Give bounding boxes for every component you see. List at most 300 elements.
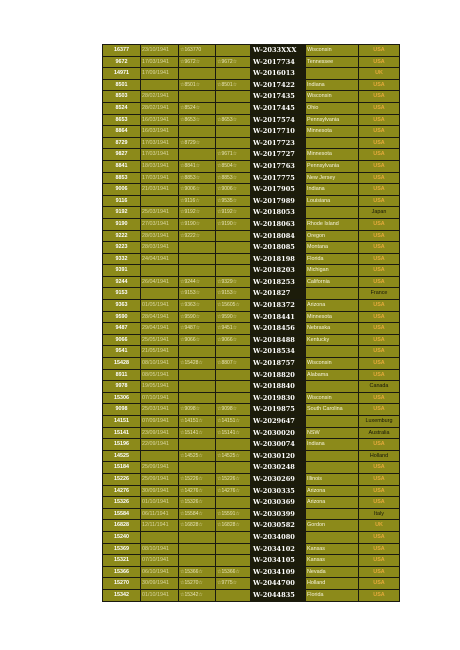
table-row	[103, 520, 400, 532]
tag-cell	[179, 242, 216, 254]
country-cell: USA	[359, 369, 400, 381]
place-cell: Kentucky	[306, 334, 359, 346]
table-row	[103, 184, 400, 196]
tag-cell	[179, 392, 216, 404]
country-cell: USA	[359, 578, 400, 590]
date-cell: 25/09/1941	[141, 473, 179, 485]
tag-cell: ☆9487☆	[179, 323, 216, 335]
tag-cell: ☆9153☆	[179, 288, 216, 300]
date-cell: 22/09/1941	[141, 439, 179, 451]
table-row	[103, 334, 400, 346]
tag-cell-2: ☆8807☆	[216, 358, 251, 370]
code-cell: W-2030020	[251, 427, 306, 439]
table-row	[103, 323, 400, 335]
code-cell: W-2017905	[251, 184, 306, 196]
place-cell: Minnesota	[306, 126, 359, 138]
code-cell: W-2044835	[251, 589, 306, 601]
tag-cell-2	[216, 589, 251, 601]
tag-cell-2	[216, 543, 251, 555]
tag-cell: ☆9363☆	[179, 300, 216, 312]
date-cell: 07/10/1941	[141, 392, 179, 404]
place-cell	[306, 416, 359, 428]
place-cell: Arizona	[306, 497, 359, 509]
place-cell: Kansas	[306, 555, 359, 567]
table-row	[103, 288, 400, 300]
record-id-cell: 15326	[103, 497, 141, 509]
date-cell: 12/11/1941	[141, 520, 179, 532]
date-cell: 07/09/1941	[141, 416, 179, 428]
code-cell: W-2017422	[251, 79, 306, 91]
record-id-cell: 15366	[103, 566, 141, 578]
country-cell: USA	[359, 589, 400, 601]
tag-cell-2: ☆14276☆	[216, 485, 251, 497]
table-row	[103, 79, 400, 91]
place-cell: Rhode Island	[306, 218, 359, 230]
country-cell: USA	[359, 230, 400, 242]
table-row	[103, 578, 400, 590]
code-cell: W-2017435	[251, 91, 306, 103]
date-cell: 17/03/1941	[141, 56, 179, 68]
table-row	[103, 207, 400, 219]
tag-cell: ☆9116☆	[179, 195, 216, 207]
tag-cell	[179, 531, 216, 543]
table-row	[103, 358, 400, 370]
tag-cell-2: ☆9066☆	[216, 334, 251, 346]
country-cell: USA	[359, 323, 400, 335]
tag-cell-2	[216, 253, 251, 265]
table-row	[103, 404, 400, 416]
code-cell: W-2018840	[251, 381, 306, 393]
tag-cell-2: ☆9672☆	[216, 56, 251, 68]
place-cell: Tennessee	[306, 56, 359, 68]
tag-cell-2: ☆9006☆	[216, 184, 251, 196]
tag-cell-2	[216, 68, 251, 80]
tag-cell: ☆8729☆	[179, 137, 216, 149]
country-cell: USA	[359, 195, 400, 207]
tag-cell	[179, 555, 216, 567]
country-cell: USA	[359, 56, 400, 68]
tag-cell: ☆15141☆	[179, 427, 216, 439]
code-cell: W-2018456	[251, 323, 306, 335]
country-cell: USA	[359, 265, 400, 277]
place-cell: Nebraska	[306, 323, 359, 335]
code-cell: W-2034080	[251, 531, 306, 543]
code-cell: W-2030269	[251, 473, 306, 485]
tag-cell: ☆15326☆	[179, 497, 216, 509]
code-cell: W-2019830	[251, 392, 306, 404]
country-cell: USA	[359, 137, 400, 149]
code-cell: W-2017710	[251, 126, 306, 138]
country-cell: USA	[359, 566, 400, 578]
date-cell: 28/04/1941	[141, 311, 179, 323]
place-cell: Ohio	[306, 102, 359, 114]
code-cell: W-2018372	[251, 300, 306, 312]
place-cell	[306, 450, 359, 462]
code-cell: W-2017574	[251, 114, 306, 126]
place-cell	[306, 346, 359, 358]
country-cell: USA	[359, 485, 400, 497]
date-cell: 07/10/1941	[141, 555, 179, 567]
table-row	[103, 450, 400, 462]
date-cell: 06/10/1941	[141, 566, 179, 578]
table-row	[103, 172, 400, 184]
date-cell: 23/09/1941	[141, 427, 179, 439]
record-table	[102, 44, 400, 602]
tag-cell	[179, 149, 216, 161]
record-id-cell: 8524	[103, 102, 141, 114]
code-cell: W-2044700	[251, 578, 306, 590]
country-cell: USA	[359, 218, 400, 230]
table-row	[103, 102, 400, 114]
country-cell: USA	[359, 45, 400, 57]
tag-cell: ☆9222☆	[179, 230, 216, 242]
code-cell: W-2017763	[251, 160, 306, 172]
code-cell: W-2030120	[251, 450, 306, 462]
place-cell: Louisiana	[306, 195, 359, 207]
country-cell: USA	[359, 392, 400, 404]
date-cell: 01/10/1941	[141, 497, 179, 509]
record-id-cell: 15270	[103, 578, 141, 590]
code-cell: W-2018820	[251, 369, 306, 381]
place-cell: Pennsylvania	[306, 160, 359, 172]
table-row	[103, 68, 400, 80]
place-cell	[306, 68, 359, 80]
date-cell: 28/03/1941	[141, 230, 179, 242]
code-cell: W-2018441	[251, 311, 306, 323]
code-cell: W-2018198	[251, 253, 306, 265]
code-cell: W-2017727	[251, 149, 306, 161]
tag-cell: ☆15366☆	[179, 566, 216, 578]
date-cell: 17/03/1941	[141, 172, 179, 184]
record-id-cell: 9066	[103, 334, 141, 346]
place-cell	[306, 288, 359, 300]
place-cell: Pennsylvania	[306, 114, 359, 126]
tag-cell: ☆163770	[179, 45, 216, 57]
place-cell: NSW	[306, 427, 359, 439]
country-cell: USA	[359, 439, 400, 451]
tag-cell-2	[216, 497, 251, 509]
place-cell: California	[306, 276, 359, 288]
tag-cell-2	[216, 265, 251, 277]
country-cell: USA	[359, 102, 400, 114]
record-id-cell: 15321	[103, 555, 141, 567]
date-cell: 29/04/1941	[141, 323, 179, 335]
code-cell: W-2017445	[251, 102, 306, 114]
tag-cell	[179, 126, 216, 138]
code-cell: W-2018084	[251, 230, 306, 242]
country-cell: Australia	[359, 427, 400, 439]
record-id-cell: 9190	[103, 218, 141, 230]
table-row	[103, 230, 400, 242]
table-row	[103, 346, 400, 358]
tag-cell	[179, 369, 216, 381]
tag-cell: ☆15342☆	[179, 589, 216, 601]
place-cell: Alabama	[306, 369, 359, 381]
tag-cell: ☆14525☆	[179, 450, 216, 462]
date-cell: 19/05/1941	[141, 381, 179, 393]
tag-cell-2: ☆15366☆	[216, 566, 251, 578]
tag-cell-2: ☆9775☆	[216, 578, 251, 590]
country-cell: USA	[359, 79, 400, 91]
tag-cell: ☆9590☆	[179, 311, 216, 323]
date-cell: 21/05/1941	[141, 346, 179, 358]
record-id-cell: 8729	[103, 137, 141, 149]
table-row	[103, 439, 400, 451]
date-cell: 08/05/1941	[141, 369, 179, 381]
tag-cell-2: ☆9451☆	[216, 323, 251, 335]
tag-cell-2: ☆16828☆	[216, 520, 251, 532]
code-cell: W-2034105	[251, 555, 306, 567]
record-id-cell: 9332	[103, 253, 141, 265]
record-id-cell: 8841	[103, 160, 141, 172]
record-id-cell: 15584	[103, 508, 141, 520]
tag-cell-2	[216, 392, 251, 404]
record-id-cell: 15196	[103, 439, 141, 451]
tag-cell-2	[216, 102, 251, 114]
place-cell	[306, 462, 359, 474]
code-cell: W-2034109	[251, 566, 306, 578]
tag-cell: ☆8841☆	[179, 160, 216, 172]
tag-cell-2: ☆8504☆	[216, 160, 251, 172]
table-row	[103, 427, 400, 439]
place-cell: Indiana	[306, 439, 359, 451]
tag-cell-2: ☆9098☆	[216, 404, 251, 416]
tag-cell-2	[216, 126, 251, 138]
code-cell: W-2018053	[251, 207, 306, 219]
table-row	[103, 381, 400, 393]
date-cell: 16/03/1941	[141, 114, 179, 126]
date-cell: 30/09/1941	[141, 578, 179, 590]
tag-cell-2: ☆9192☆	[216, 207, 251, 219]
country-cell: France	[359, 288, 400, 300]
place-cell	[306, 531, 359, 543]
date-cell: 28/02/1941	[141, 91, 179, 103]
country-cell: USA	[359, 114, 400, 126]
tag-cell: ☆9244☆	[179, 276, 216, 288]
code-cell: W-2030369	[251, 497, 306, 509]
table-row	[103, 566, 400, 578]
record-id-cell: 16828	[103, 520, 141, 532]
table-row	[103, 508, 400, 520]
tag-cell-2	[216, 555, 251, 567]
tag-cell	[179, 543, 216, 555]
place-cell: Nevada	[306, 566, 359, 578]
record-id-cell: 16377	[103, 45, 141, 57]
record-id-cell: 15306	[103, 392, 141, 404]
country-cell: USA	[359, 334, 400, 346]
date-cell: 21/03/1941	[141, 184, 179, 196]
record-id-cell: 14525	[103, 450, 141, 462]
place-cell: Indiana	[306, 184, 359, 196]
country-cell: USA	[359, 149, 400, 161]
place-cell: Indiana	[306, 79, 359, 91]
table-row	[103, 114, 400, 126]
table-row	[103, 311, 400, 323]
table-row	[103, 91, 400, 103]
country-cell: USA	[359, 184, 400, 196]
record-id-cell: 15240	[103, 531, 141, 543]
tag-cell: ☆8501☆	[179, 79, 216, 91]
date-cell	[141, 195, 179, 207]
date-cell	[141, 79, 179, 91]
table-row	[103, 45, 400, 57]
country-cell: Japan	[359, 207, 400, 219]
code-cell: W-2017723	[251, 137, 306, 149]
place-cell: Oregon	[306, 230, 359, 242]
record-id-cell: 15141	[103, 427, 141, 439]
place-cell: Michigan	[306, 265, 359, 277]
date-cell: 17/03/1941	[141, 137, 179, 149]
tag-cell	[179, 381, 216, 393]
date-cell: 24/04/1941	[141, 253, 179, 265]
tag-cell-2: ☆9329☆	[216, 276, 251, 288]
table-row	[103, 473, 400, 485]
country-cell: USA	[359, 497, 400, 509]
date-cell: 23/10/1941	[141, 45, 179, 57]
table-row	[103, 265, 400, 277]
place-cell: Minnesota	[306, 149, 359, 161]
country-cell: USA	[359, 300, 400, 312]
country-cell: USA	[359, 253, 400, 265]
place-cell: Kansas	[306, 543, 359, 555]
record-id-cell: 8653	[103, 114, 141, 126]
country-cell: USA	[359, 473, 400, 485]
tag-cell-2: ☆9590☆	[216, 311, 251, 323]
date-cell: 27/03/1941	[141, 218, 179, 230]
place-cell	[306, 207, 359, 219]
table-row	[103, 242, 400, 254]
date-cell	[141, 450, 179, 462]
tag-cell: ☆15584☆	[179, 508, 216, 520]
record-id-cell: 9223	[103, 242, 141, 254]
table-row	[103, 555, 400, 567]
record-id-cell: 15184	[103, 462, 141, 474]
place-cell: Wisconsin	[306, 45, 359, 57]
record-id-cell: 9487	[103, 323, 141, 335]
code-cell: W-201827	[251, 288, 306, 300]
tag-cell: ☆14276☆	[179, 485, 216, 497]
tag-cell: ☆8653☆	[179, 114, 216, 126]
date-cell	[141, 288, 179, 300]
country-cell: USA	[359, 346, 400, 358]
place-cell	[306, 137, 359, 149]
tag-cell-2	[216, 45, 251, 57]
table-row	[103, 416, 400, 428]
record-id-cell: 8503	[103, 91, 141, 103]
place-cell: Montana	[306, 242, 359, 254]
record-id-cell: 15369	[103, 543, 141, 555]
code-cell: W-2018253	[251, 276, 306, 288]
table-row	[103, 300, 400, 312]
tag-cell: ☆15270☆	[179, 578, 216, 590]
tag-cell	[179, 91, 216, 103]
record-id-cell: 9391	[103, 265, 141, 277]
table-row	[103, 462, 400, 474]
code-cell: W-2016013	[251, 68, 306, 80]
table-row	[103, 369, 400, 381]
record-id-cell: 14276	[103, 485, 141, 497]
country-cell: Canada	[359, 381, 400, 393]
date-cell: 08/10/1941	[141, 543, 179, 555]
tag-cell: ☆9672☆	[179, 56, 216, 68]
place-cell: Wisconsin	[306, 358, 359, 370]
record-id-cell: 15428	[103, 358, 141, 370]
code-cell: W-2030399	[251, 508, 306, 520]
place-cell	[306, 381, 359, 393]
country-cell: USA	[359, 404, 400, 416]
country-cell: Luxemburg	[359, 416, 400, 428]
record-id-cell: 9244	[103, 276, 141, 288]
place-cell: South Carolina	[306, 404, 359, 416]
code-cell: W-2018203	[251, 265, 306, 277]
tag-cell-2: ☆15141☆	[216, 427, 251, 439]
country-cell: USA	[359, 172, 400, 184]
record-id-cell: 9827	[103, 149, 141, 161]
table-row	[103, 543, 400, 555]
tag-cell-2: ☆15591☆	[216, 508, 251, 520]
date-cell: 06/11/1941	[141, 508, 179, 520]
tag-cell-2: ☆9535☆	[216, 195, 251, 207]
place-cell: Arizona	[306, 300, 359, 312]
table-row	[103, 160, 400, 172]
tag-cell-2	[216, 381, 251, 393]
table-row	[103, 195, 400, 207]
country-cell: USA	[359, 462, 400, 474]
record-id-cell: 15226	[103, 473, 141, 485]
country-cell: USA	[359, 276, 400, 288]
place-cell: Wisconsin	[306, 392, 359, 404]
country-cell: USA	[359, 160, 400, 172]
code-cell: W-2018488	[251, 334, 306, 346]
tag-cell-2: ☆8501☆	[216, 79, 251, 91]
table-row	[103, 253, 400, 265]
record-id-cell: 9192	[103, 207, 141, 219]
code-cell: W-2017775	[251, 172, 306, 184]
code-cell: W-2033XXX	[251, 45, 306, 57]
tag-cell-2: ☆14525☆	[216, 450, 251, 462]
record-id-cell: 8501	[103, 79, 141, 91]
record-id-cell: 9098	[103, 404, 141, 416]
tag-cell	[179, 346, 216, 358]
code-cell: W-2018063	[251, 218, 306, 230]
record-id-cell: 9153	[103, 288, 141, 300]
date-cell: 25/03/1941	[141, 207, 179, 219]
code-cell: W-2017989	[251, 195, 306, 207]
tag-cell	[179, 265, 216, 277]
date-cell: 17/03/1941	[141, 149, 179, 161]
country-cell: USA	[359, 91, 400, 103]
record-id-cell: 9590	[103, 311, 141, 323]
country-cell: UK	[359, 68, 400, 80]
date-cell	[141, 531, 179, 543]
table-row	[103, 497, 400, 509]
place-cell: New Jersey	[306, 172, 359, 184]
table-row	[103, 531, 400, 543]
record-id-cell: 9541	[103, 346, 141, 358]
country-cell: USA	[359, 531, 400, 543]
record-id-cell: 14151	[103, 416, 141, 428]
date-cell: 25/03/1941	[141, 404, 179, 416]
tag-cell-2	[216, 369, 251, 381]
tag-cell-2: ☆8853☆	[216, 172, 251, 184]
date-cell	[141, 265, 179, 277]
table-row	[103, 276, 400, 288]
table-row	[103, 218, 400, 230]
record-id-cell: 9363	[103, 300, 141, 312]
code-cell: W-2018534	[251, 346, 306, 358]
record-id-cell: 14971	[103, 68, 141, 80]
tag-cell: ☆15226☆	[179, 473, 216, 485]
